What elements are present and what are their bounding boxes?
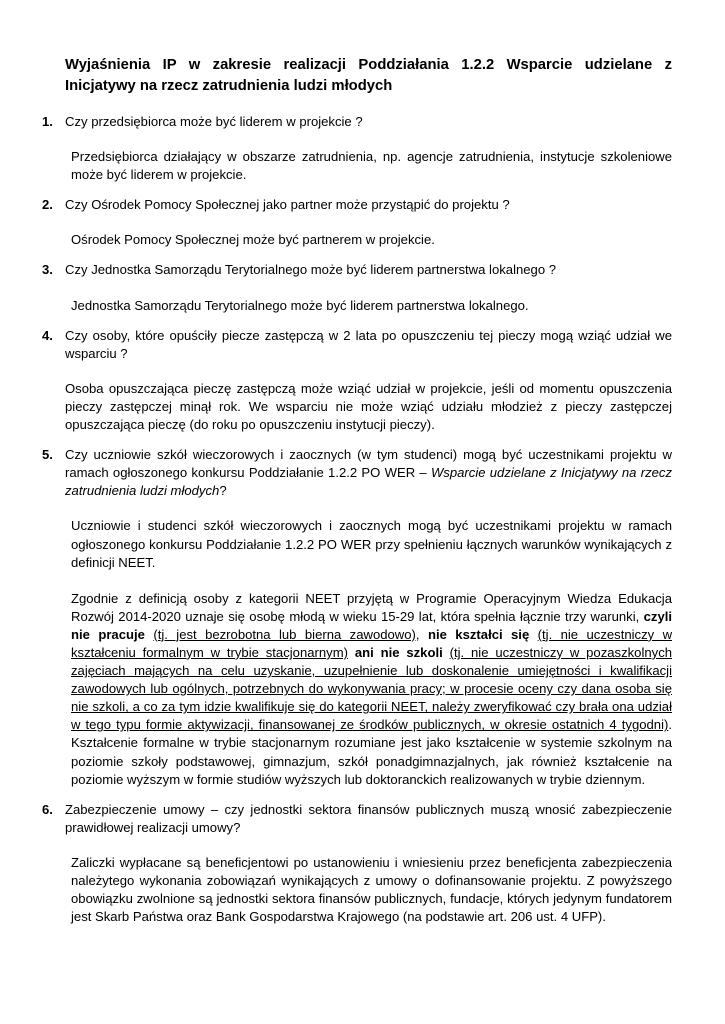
qa-item-4 bbox=[42, 327, 672, 434]
answer-text: Jednostka Samorządu Terytorialnego może być liderem partnerstwa lokalnego. bbox=[71, 297, 529, 313]
neet-definition bbox=[71, 590, 672, 789]
question-text: Czy osoby, które opuściły piecze zastępczą w 2 lata po opuszczeniu tej pieczy mogą wziąć udział we wsparciu ? bbox=[65, 327, 672, 361]
question-text: Czy przedsiębiorca może być liderem w projekcie ? bbox=[65, 114, 363, 129]
neet-condition-underlined: (tj. jest bezrobotna lub bierna zawodowo), bbox=[153, 626, 420, 642]
neet-text: Zgodnie z definicją osoby z kategorii NEET przyjętą w Programie Operacyjnym Wiedza Edukacja Rozwój 2014-2020 uznaje się osobę młodą w wieku 15-29 lat, która spełnia łącznie trzy warunki, bbox=[71, 590, 672, 624]
document-title: Wyjaśnienia IP w zakresie realizacji Poddziałania 1.2.2 Wsparcie udzielane z Inicjatywy na rzecz zatrudnienia ludzi młodych bbox=[65, 57, 672, 94]
answer-text: Zaliczki wypłacane są beneficjentowi po ustanowieniu i wniesieniu przez beneficjenta zabezpieczenia należytego wykonania zobowiązań wynikających z umowy o dofinansowanie projektu. Z powyższego obowiązku zwolnione są jednostki sektora finansów publicznych, fundacje, których jedynym fundatorem jest Skarb Państwa oraz Bank Gospodarstwa Krajowego (na podstawie art. 206 ust. 4 UFP). bbox=[71, 854, 672, 925]
qa-item-2 bbox=[42, 196, 672, 249]
neet-text bbox=[348, 645, 355, 660]
answer-text: Przedsiębiorca działający w obszarze zatrudnienia, np. agencje zatrudnienia, instytucje szkoleniowe może być liderem w projekcie. bbox=[71, 149, 672, 183]
neet-text bbox=[529, 627, 537, 642]
document-page bbox=[42, 55, 673, 938]
neet-text: . Kształcenie formalne w trybie stacjonarnym rozumiane jest jako kształcenie w systemie szkolnym na poziomie szkoły podstawowej, gimnazjum, szkół ponadgimnazjalnych, jak również kształcenie na poziomie wyższym w formie studiów wyższych lub doktoranckich realizowanych w trybie dziennym. bbox=[71, 717, 672, 787]
answer-block bbox=[71, 517, 672, 788]
answer-text: Osoba opuszczająca pieczę zastępczą może wziąć udział w projekcie, jeśli od momentu opuszczenia pieczy zastępczej minął rok. We wsparciu nie może wziąć udziału młodzież z pieczy zastępczej opuszczająca pieczę (do roku po opuszczeniu instytucji pieczy). bbox=[65, 380, 672, 433]
item-number: 2. bbox=[42, 197, 53, 213]
answer-text: Ośrodek Pomocy Społecznej może być partnerem w projekcie. bbox=[71, 232, 435, 248]
neet-condition-underlined: (tj. nie uczestniczy w kształceniu formalnym w trybie stacjonarnym) bbox=[71, 626, 673, 660]
item-number: 5. bbox=[42, 447, 53, 463]
qa-item-6 bbox=[42, 801, 672, 927]
question-text-italic: Wsparcie udzielane z Inicjatywy na rzecz zatrudnienia ludzi młodych bbox=[65, 465, 672, 499]
item-number: 6. bbox=[42, 801, 53, 817]
neet-text bbox=[443, 645, 450, 660]
question-text: Zabezpieczenie umowy – czy jednostki sektora finansów publicznych muszą wnosić zabezpieczenie prawidłowej realizacji umowy? bbox=[65, 801, 672, 835]
answer-block bbox=[65, 380, 672, 434]
neet-text bbox=[420, 627, 428, 642]
item-number: 3. bbox=[42, 262, 53, 278]
question-text: Czy Jednostka Samorządu Terytorialnego może być liderem partnerstwa lokalnego ? bbox=[65, 262, 557, 278]
answer-block bbox=[71, 231, 672, 249]
question-text bbox=[65, 446, 672, 500]
neet-condition-underlined: (tj. nie uczestniczy w pozaszkolnych zajęciach mających na celu uzyskanie, uzupełnienie lub doskonalenie umiejętności i kwalifikacji zawodowych lub ogólnych, potrzebnych do wykonywania pracy; w procesie oceny czy dana osoba się nie szkoli, a co za tym idzie kwalifikuje się do kategorii NEET, należy zweryfikować czy brała ona udział w tego typu formie aktywizacji, finansowanej ze środków publicznych, w okresie ostatnich 4 tygodni) bbox=[71, 644, 673, 733]
answer-block bbox=[71, 297, 672, 315]
question-text-start: Czy uczniowie szkół wieczorowych i zaocznych (w tym studenci) mogą być uczestnikami projektu w ramach ogłoszonego konkursu Poddziałanie 1.2.2 PO WER – bbox=[65, 447, 672, 481]
neet-condition-bold: czyli nie pracuje bbox=[71, 608, 672, 642]
question-text-end: ? bbox=[219, 483, 227, 499]
qa-item-5 bbox=[42, 446, 673, 789]
answer-block bbox=[71, 854, 672, 926]
question-text: Czy Ośrodek Pomocy Społecznej jako partner może przystąpić do projektu ? bbox=[65, 197, 510, 213]
answer-text: Uczniowie i studenci szkół wieczorowych i zaocznych mogą być uczestnikami projektu w ramach ogłoszonego konkursu Poddziałanie 1.2.2 PO WER przy spełnieniu łącznych warunków wynikających z definicji NEET. bbox=[71, 518, 672, 570]
neet-condition-bold: ani nie szkoli bbox=[354, 644, 443, 660]
answer-block bbox=[71, 148, 672, 184]
item-number: 1. bbox=[42, 114, 53, 129]
qa-item-1 bbox=[42, 113, 672, 184]
item-number: 4. bbox=[42, 327, 53, 343]
neet-condition-bold: nie kształci się bbox=[427, 626, 530, 642]
qa-item-3 bbox=[42, 261, 672, 314]
